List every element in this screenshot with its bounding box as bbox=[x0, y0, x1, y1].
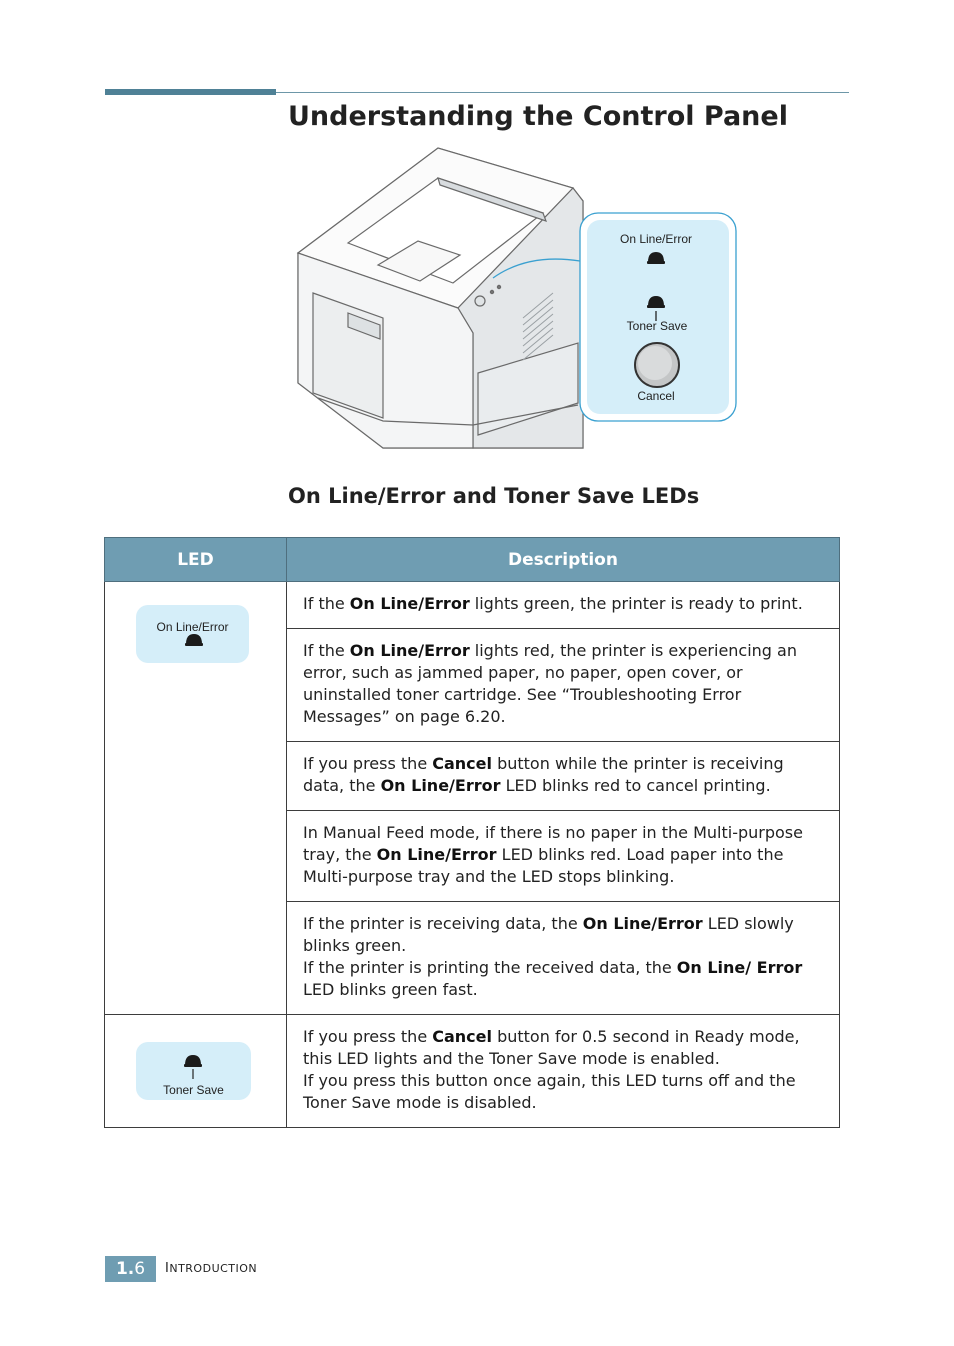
header-rule-thin bbox=[276, 92, 849, 93]
desc-bold: Cancel bbox=[432, 754, 492, 773]
toner-led-indicator bbox=[136, 1042, 251, 1100]
description-cell bbox=[287, 582, 840, 629]
section-subtitle: On Line/Error and Toner Save LEDs bbox=[288, 484, 700, 508]
panel-toner-label: Toner Save bbox=[626, 319, 688, 333]
desc-text: LED blinks red to cancel printing. bbox=[500, 776, 771, 795]
led-icon bbox=[185, 633, 203, 649]
online-led-indicator bbox=[136, 605, 249, 663]
page-number: 6 bbox=[134, 1259, 146, 1279]
description-cell bbox=[287, 902, 840, 1015]
desc-text: If the printer is receiving data, the bbox=[303, 914, 583, 933]
desc-text: If you press the bbox=[303, 754, 433, 773]
desc-text: If the bbox=[303, 594, 350, 613]
desc-text: LED blinks red. Load paper into the Multi-purpose tray and the LED stops blinking. bbox=[303, 845, 784, 886]
desc-text: If you press the bbox=[303, 1027, 433, 1046]
desc-text: LED blinks green fast. bbox=[303, 980, 478, 999]
section-rest: NTRODUCTION bbox=[169, 1262, 258, 1275]
desc-bold: On Line/ Error bbox=[676, 958, 803, 977]
desc-bold: On Line/Error bbox=[349, 641, 470, 660]
led-icon bbox=[184, 1054, 202, 1080]
desc-text: If the bbox=[303, 641, 350, 660]
desc-bold: On Line/Error bbox=[380, 776, 501, 795]
desc-bold: On Line/Error bbox=[582, 914, 703, 933]
desc-bold: On Line/Error bbox=[376, 845, 497, 864]
description-cell bbox=[287, 629, 840, 742]
led-description-table bbox=[104, 537, 840, 1128]
table-header-row bbox=[105, 538, 840, 582]
table-row bbox=[105, 1015, 840, 1128]
online-indicator-label: On Line/Error bbox=[156, 620, 229, 634]
description-cell bbox=[287, 742, 840, 811]
table-row bbox=[105, 582, 840, 629]
panel-cancel-label: Cancel bbox=[637, 389, 675, 403]
printer-control-panel-figure bbox=[288, 143, 748, 451]
description-cell bbox=[287, 811, 840, 902]
toner-led-cell bbox=[105, 1015, 287, 1128]
control-panel-callout bbox=[580, 213, 736, 421]
desc-bold: Cancel bbox=[432, 1027, 492, 1046]
desc-text: If the printer is printing the received data, the bbox=[303, 958, 677, 977]
page-number-badge bbox=[105, 1256, 156, 1282]
desc-bold: On Line/Error bbox=[349, 594, 470, 613]
section-initial: I bbox=[165, 1261, 170, 1276]
cancel-button-icon bbox=[635, 343, 679, 387]
printer-illustration bbox=[298, 148, 583, 448]
header-led: LED bbox=[105, 538, 287, 582]
desc-text: lights red, the printer is experiencing an error, such as jammed paper, no paper, open cover, or uninstalled toner cartridge. See “Troubleshooting Error Messages” on page 6.20. bbox=[303, 641, 797, 726]
desc-text: button while the printer is receiving data, the bbox=[303, 754, 784, 795]
panel-online-label: On Line/Error bbox=[619, 232, 693, 246]
chapter-number: 1. bbox=[115, 1259, 135, 1279]
header-rule-thick bbox=[105, 89, 276, 95]
desc-text: LED slowly blinks green. bbox=[303, 914, 794, 955]
footer-section-title bbox=[165, 1258, 257, 1280]
toner-indicator-label: Toner Save bbox=[163, 1083, 224, 1097]
desc-text: button for 0.5 second in Ready mode, this LED lights and the Toner Save mode is enabled. bbox=[303, 1027, 800, 1068]
desc-text: If you press this button once again, this LED turns off and the Toner Save mode is disabled. bbox=[303, 1071, 796, 1112]
desc-text: lights green, the printer is ready to print. bbox=[469, 594, 803, 613]
page-title: Understanding the Control Panel bbox=[288, 101, 788, 132]
description-cell bbox=[287, 1015, 840, 1128]
desc-text: In Manual Feed mode, if there is no paper in the Multi-purpose tray, the bbox=[303, 823, 803, 864]
header-description: Description bbox=[287, 538, 840, 582]
online-led-cell bbox=[105, 582, 287, 1015]
